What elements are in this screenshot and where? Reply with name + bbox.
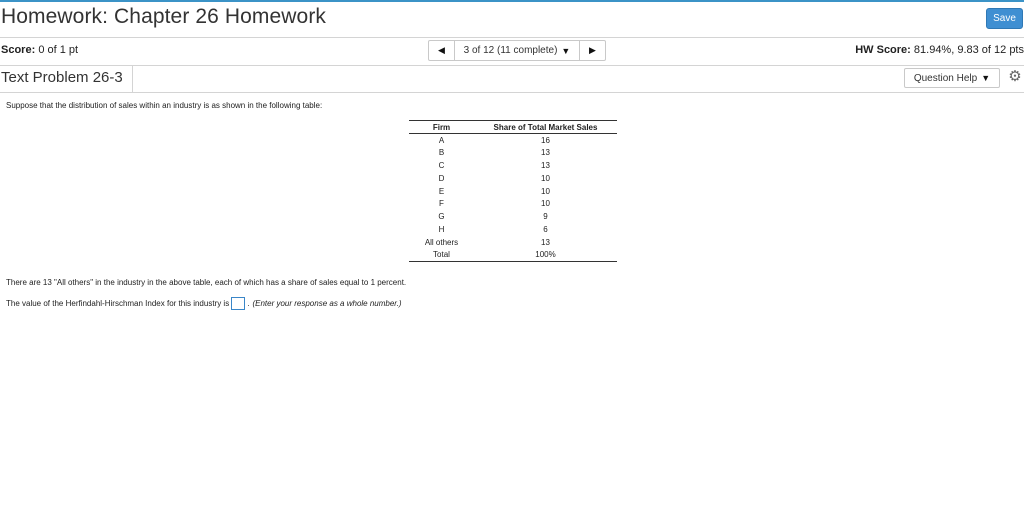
hw-score-value: 81.94%, 9.83 of 12 pts	[913, 44, 1024, 56]
divider	[0, 65, 1024, 66]
table-row	[409, 146, 617, 159]
table-row	[409, 210, 617, 223]
next-question-button[interactable]	[579, 41, 605, 60]
share-cell: 10	[541, 199, 550, 209]
firm-cell: D	[438, 173, 445, 183]
firm-cell: E	[438, 186, 445, 196]
table-row	[409, 197, 617, 210]
question-position-label: 3 of 12 (11 complete)	[463, 45, 558, 56]
question-line	[6, 297, 402, 310]
share-cell: 13	[541, 160, 550, 170]
table-row	[409, 223, 617, 236]
caret-down-icon: ▼	[561, 45, 571, 56]
share-cell: 16	[541, 135, 550, 145]
table-row	[409, 172, 617, 185]
firm-cell: All others	[424, 237, 459, 247]
firm-cell: G	[438, 212, 445, 222]
save-button[interactable]: Save	[986, 8, 1023, 29]
previous-question-button[interactable]	[429, 41, 455, 60]
firm-cell: Total	[409, 249, 474, 262]
question-text: The value of the Herfindahl-Hirschman Index for this industry is	[6, 299, 230, 308]
firm-cell: F	[439, 199, 444, 209]
question-select[interactable]	[455, 41, 579, 60]
arrow-left-icon: ◀	[438, 45, 445, 55]
table-row	[409, 134, 617, 147]
divider	[0, 92, 1024, 93]
column-header-firm: Firm	[409, 121, 474, 134]
firm-cell: B	[438, 148, 445, 158]
firm-cell: C	[438, 160, 445, 170]
caret-down-icon: ▼	[981, 73, 991, 83]
gear-icon[interactable]: ⚙	[1008, 68, 1022, 85]
market-share-table	[409, 120, 617, 262]
share-cell: 100%	[474, 249, 617, 262]
share-cell: 6	[543, 224, 548, 234]
table-row	[409, 236, 617, 249]
share-cell: 9	[543, 212, 548, 222]
problem-intro: Suppose that the distribution of sales within an industry is as shown in the following table:	[6, 101, 323, 110]
page-title: Homework: Chapter 26 Homework	[1, 5, 327, 28]
question-help-button[interactable]	[904, 68, 1000, 88]
table-row	[409, 249, 617, 262]
top-accent-line	[0, 0, 1024, 2]
column-header-share: Share of Total Market Sales	[474, 121, 617, 134]
arrow-right-icon: ▶	[589, 45, 596, 55]
question-help-label: Question Help	[913, 72, 978, 84]
table-note: There are 13 "All others" in the industry in the above table, each of which has a share of sales equal to 1 percent.	[6, 278, 407, 287]
share-cell: 13	[541, 148, 550, 158]
answer-input[interactable]	[231, 297, 245, 310]
table-row	[409, 185, 617, 198]
divider	[0, 37, 1024, 38]
table-header-row	[409, 121, 617, 134]
question-period: .	[247, 299, 250, 308]
table-row	[409, 159, 617, 172]
question-navigator	[428, 40, 606, 61]
score-value: 0 of 1 pt	[38, 44, 79, 56]
score-label: Score:	[1, 44, 36, 56]
answer-hint: (Enter your response as a whole number.)	[252, 299, 402, 308]
firm-cell: A	[438, 135, 445, 145]
score	[1, 44, 78, 56]
firm-cell: H	[438, 224, 445, 234]
share-cell: 10	[541, 186, 550, 196]
share-cell: 10	[541, 173, 550, 183]
hw-score	[855, 44, 1024, 56]
share-cell: 13	[541, 237, 550, 247]
problem-title: Text Problem 26-3	[0, 66, 133, 92]
hw-score-label: HW Score:	[855, 44, 911, 56]
